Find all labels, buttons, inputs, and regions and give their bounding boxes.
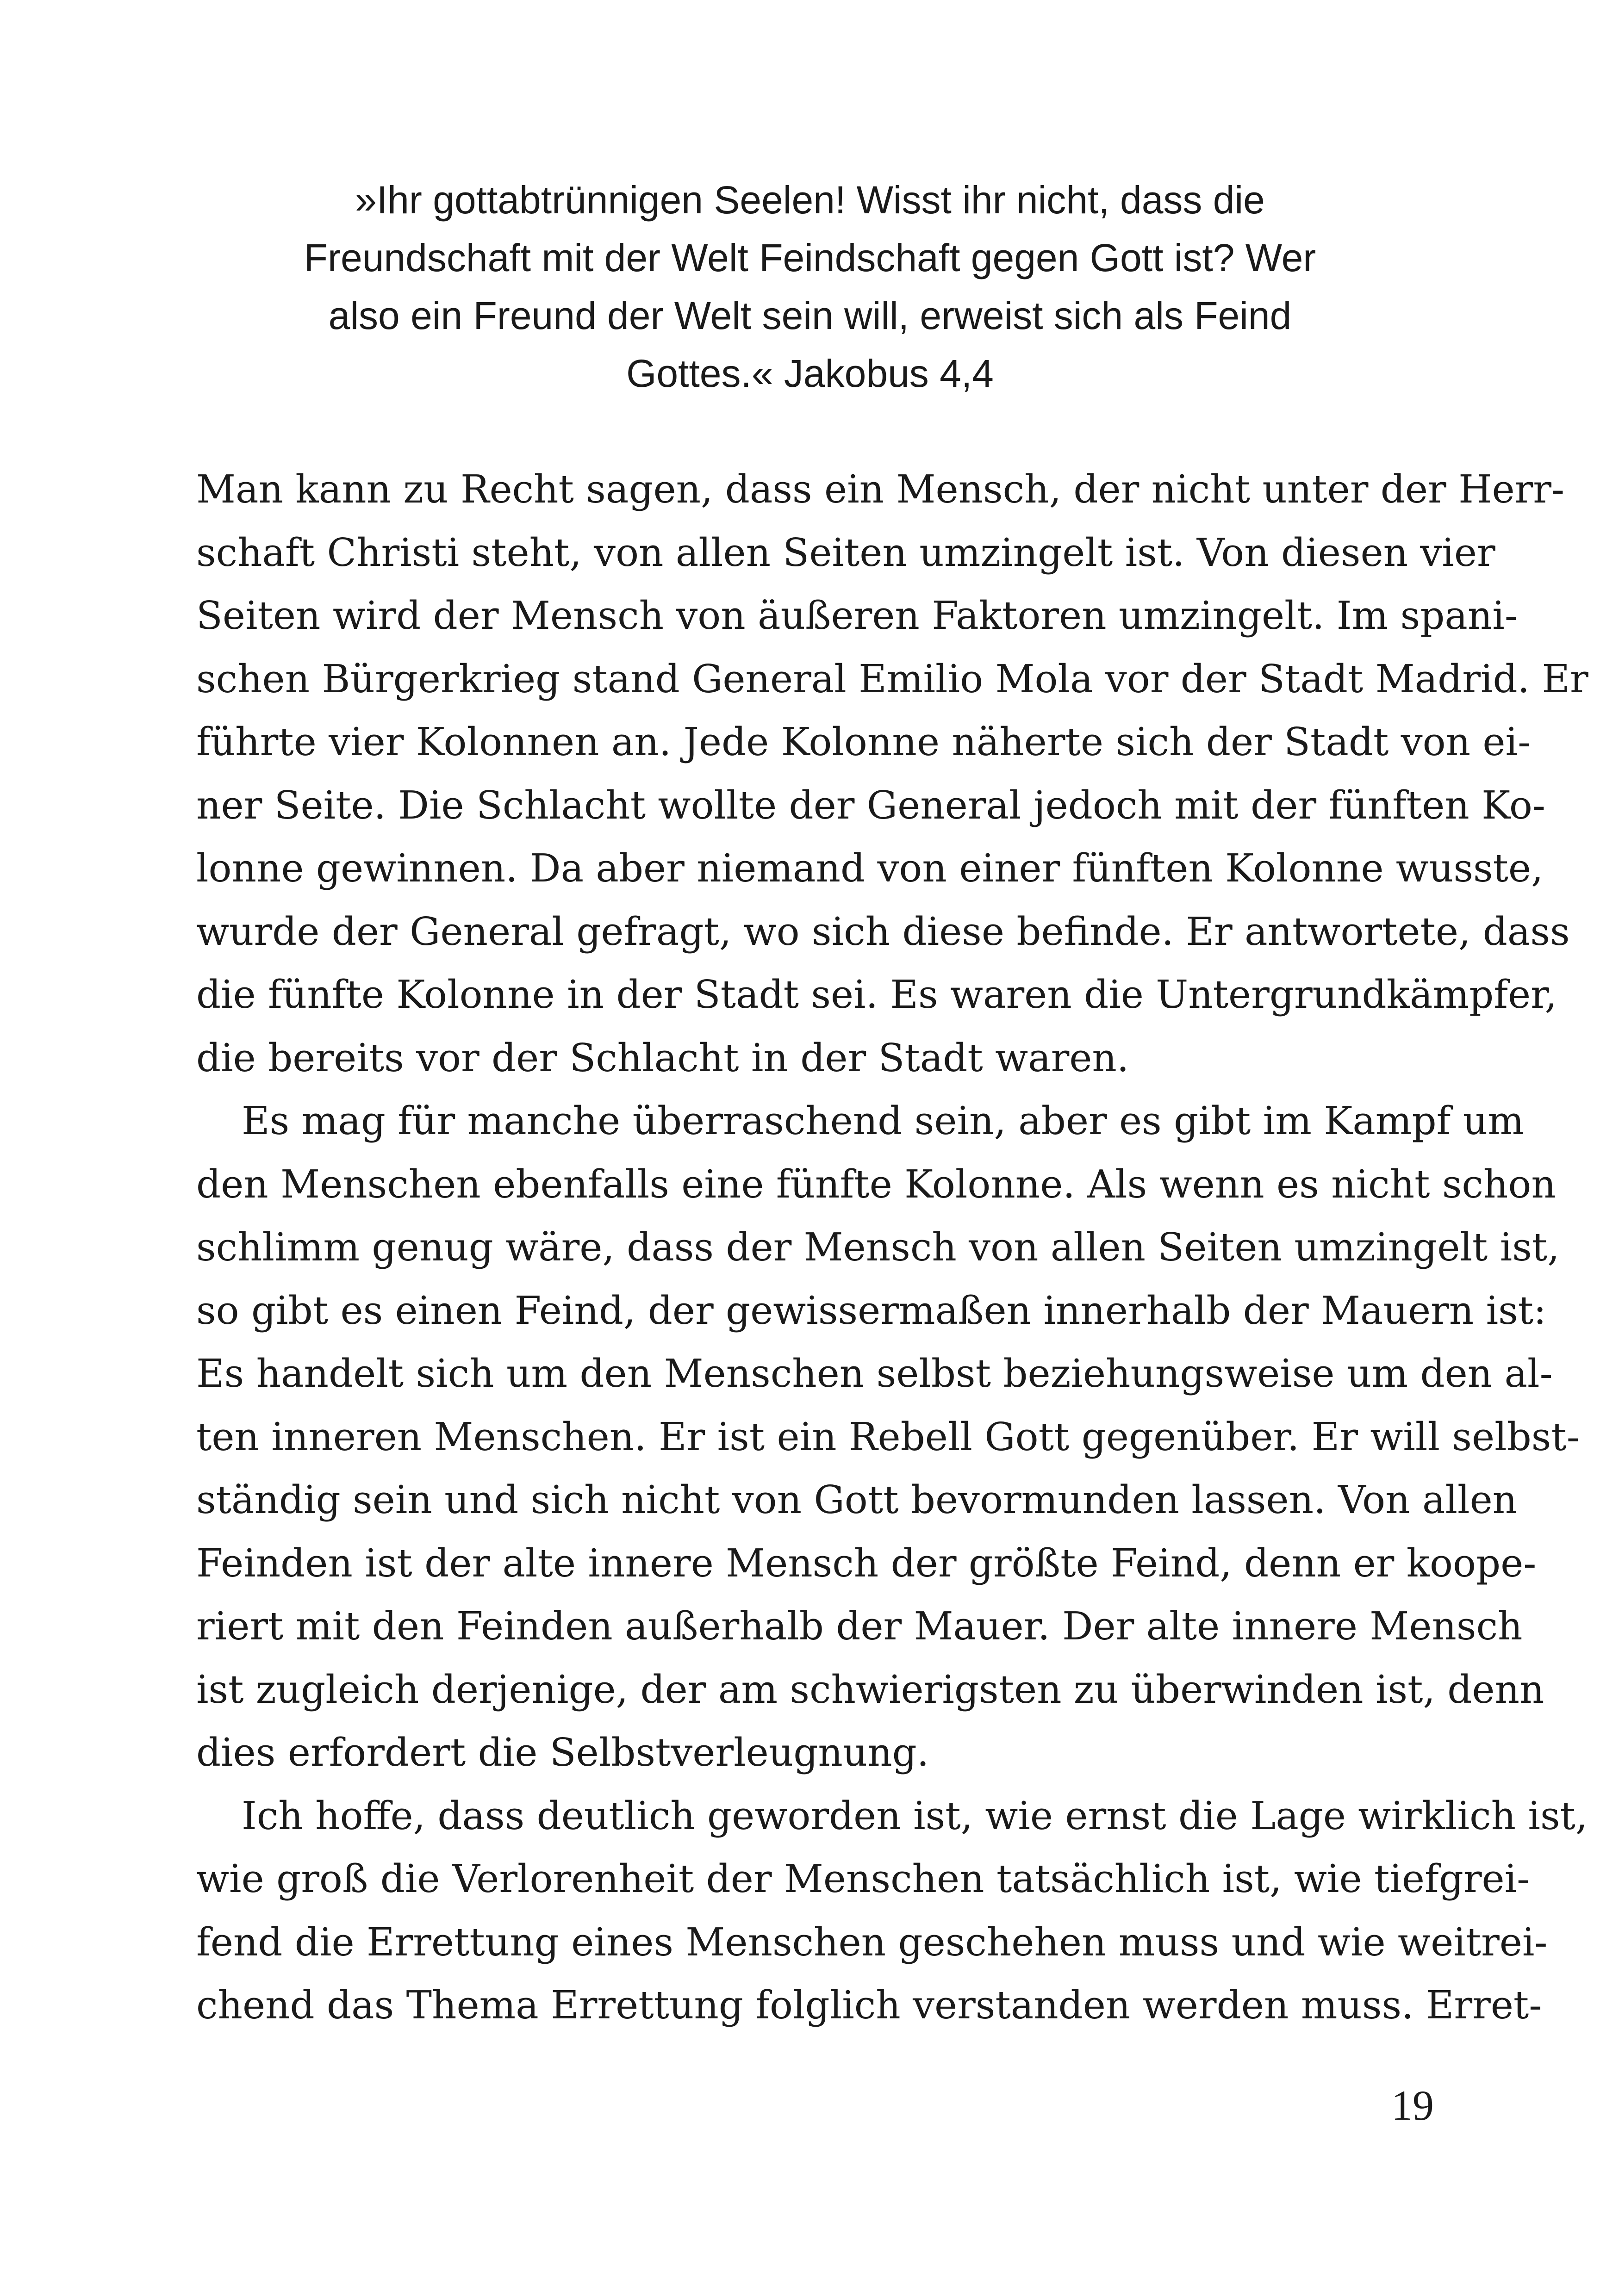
text-line: so gibt es einen Feind, der gewissermaßen innerhalb der Mauern ist: <box>196 1288 1547 1333</box>
text-line: schlimm genug wäre, dass der Mensch von allen Seiten umzingelt ist, <box>196 1225 1560 1270</box>
paragraph-2 <box>196 1090 1580 1785</box>
text-line: schaft Christi steht, von allen Seiten umzingelt ist. Von diesen vier <box>196 530 1495 575</box>
text-line: wie groß die Verlorenheit der Menschen tatsächlich ist, wie tiefgrei- <box>196 1856 1530 1901</box>
body-text <box>196 458 1588 2037</box>
text-line: Feinden ist der alte innere Mensch der größte Feind, denn er koope- <box>196 1540 1537 1586</box>
text-line: führte vier Kolonnen an. Jede Kolonne näherte sich der Stadt von ei- <box>196 720 1531 764</box>
epigraph-line: »Ihr gottabtrünnigen Seelen! Wisst ihr nicht, dass die <box>355 178 1265 222</box>
text-line: dies erfordert die Selbstverleugnung. <box>196 1730 929 1775</box>
text-line: ist zugleich derjenige, der am schwierigsten zu überwinden ist, denn <box>196 1667 1544 1712</box>
text-line: Seiten wird der Mensch von äußeren Faktoren umzingelt. Im spani- <box>196 593 1518 638</box>
text-line: die fünfte Kolonne in der Stadt sei. Es waren die Untergrundkämpfer, <box>196 972 1557 1017</box>
text-line: Ich hoffe, dass deutlich geworden ist, wie ernst die Lage wirklich ist, <box>242 1793 1588 1838</box>
text-line: riert mit den Feinden außerhalb der Mauer. Der alte innere Mensch <box>196 1604 1523 1649</box>
epigraph-quote <box>259 171 1361 403</box>
text-line: Es handelt sich um den Menschen selbst beziehungsweise um den al- <box>196 1351 1553 1396</box>
text-line: ner Seite. Die Schlacht wollte der General jedoch mit der fünften Ko- <box>196 782 1545 828</box>
text-line: chend das Thema Errettung folglich verstanden werden muss. Erret- <box>196 1983 1542 2028</box>
text-line: schen Bürgerkrieg stand General Emilio Mola vor der Stadt Madrid. Er <box>196 656 1588 701</box>
paragraph-3 <box>196 1785 1588 2037</box>
text-line: lonne gewinnen. Da aber niemand von einer fünften Kolonne wusste, <box>196 846 1544 891</box>
text-line: Man kann zu Recht sagen, dass ein Mensch, der nicht unter der Herr- <box>196 467 1564 512</box>
text-line: ten inneren Menschen. Er ist ein Rebell Gott gegenüber. Er will selbst- <box>196 1414 1580 1459</box>
paragraph-1 <box>196 458 1588 1090</box>
text-line: ständig sein und sich nicht von Gott bevormunden lassen. Von allen <box>196 1477 1518 1522</box>
text-line: wurde der General gefragt, wo sich diese befinde. Er antwortete, dass <box>196 909 1570 954</box>
text-line: die bereits vor der Schlacht in der Stadt waren. <box>196 1035 1129 1080</box>
epigraph-line: Gottes.« Jakobus 4,4 <box>626 352 994 395</box>
text-line: fend die Errettung eines Menschen geschehen muss und wie weitrei- <box>196 1919 1548 1965</box>
page-number: 19 <box>1391 2082 1434 2129</box>
epigraph-line: Freundschaft mit der Welt Feindschaft gegen Gott ist? Wer <box>304 236 1316 279</box>
epigraph-line: also ein Freund der Welt sein will, erweist sich als Feind <box>328 294 1292 337</box>
text-line: Es mag für manche überraschend sein, aber es gibt im Kampf um <box>242 1098 1524 1143</box>
text-line: den Menschen ebenfalls eine fünfte Kolonne. Als wenn es nicht schon <box>196 1161 1556 1207</box>
